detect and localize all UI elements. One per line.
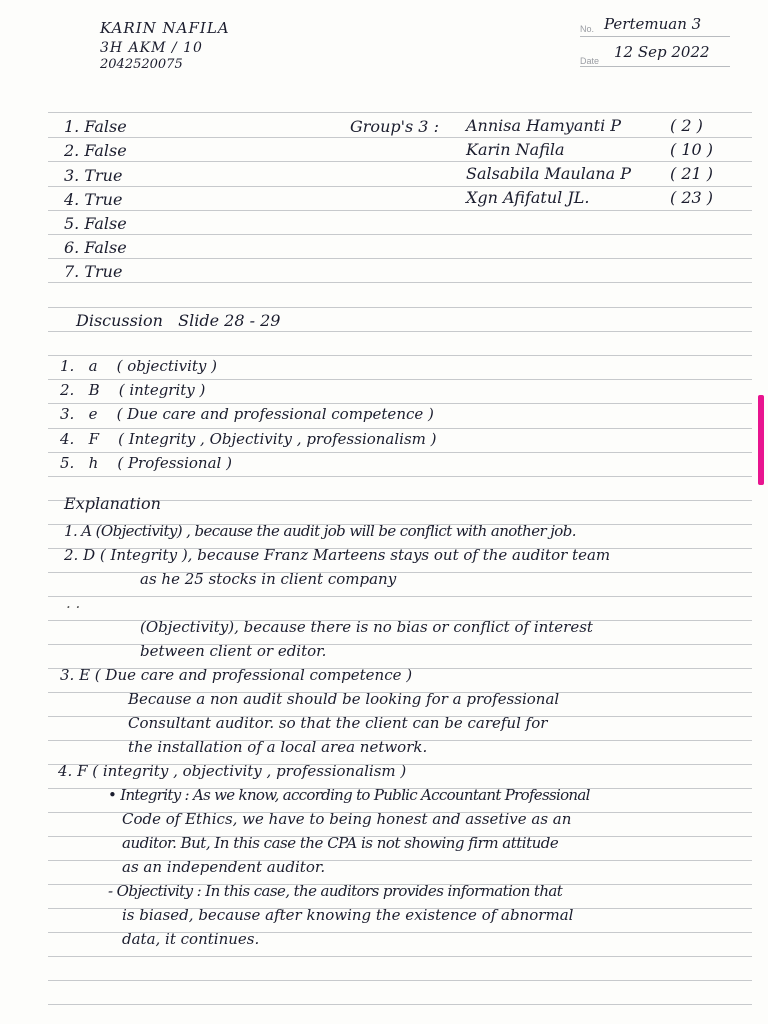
explanation-line: as an independent auditor. bbox=[122, 858, 326, 876]
explanation-line: the installation of a local area network. bbox=[128, 738, 428, 756]
answer-item: 1. False bbox=[64, 117, 127, 136]
margin-marker bbox=[758, 395, 764, 485]
student-id: 2042520075 bbox=[100, 57, 183, 72]
no-value: Pertemuan 3 bbox=[604, 15, 702, 33]
explanation-line: . . bbox=[66, 594, 81, 612]
member-number: ( 23 ) bbox=[670, 188, 714, 207]
explanation-title: Explanation bbox=[64, 494, 161, 513]
explanation-line: data, it continues. bbox=[122, 930, 260, 948]
answer-item: 5. False bbox=[64, 214, 127, 233]
answer-item: 2. False bbox=[64, 141, 127, 160]
member-name: Karin Nafila bbox=[466, 140, 565, 159]
member-name: Xgn Afifatul JL. bbox=[466, 188, 590, 207]
explanation-line: Code of Ethics, we have to being honest and assetive as an bbox=[122, 810, 572, 828]
explanation-line: 2. D ( Integrity ), because Franz Marteens stays out of the auditor team bbox=[64, 546, 611, 564]
answer-item: 4. True bbox=[64, 190, 123, 209]
explanation-line: • Integrity : As we know, according to Public Accountant Professional bbox=[108, 786, 590, 804]
member-name: Salsabila Maulana P bbox=[466, 164, 632, 183]
discussion-item: 2. B ( integrity ) bbox=[60, 381, 206, 399]
date-label: Date bbox=[580, 56, 600, 66]
member-name: Annisa Hamyanti P bbox=[466, 116, 622, 135]
member-number: ( 2 ) bbox=[670, 116, 703, 135]
member-number: ( 21 ) bbox=[670, 164, 714, 183]
discussion-title: Discussion Slide 28 - 29 bbox=[76, 311, 281, 330]
member-number: ( 10 ) bbox=[670, 140, 714, 159]
explanation-line: auditor. But, In this case the CPA is not showing firm attitude bbox=[122, 834, 559, 852]
group-label: Group's 3 : bbox=[350, 117, 439, 136]
explanation-line: between client or editor. bbox=[140, 642, 327, 660]
explanation-line: 1. A (Objectivity) , because the audit job will be conflict with another job. bbox=[64, 522, 576, 540]
explanation-line: 3. E ( Due care and professional competence ) bbox=[60, 666, 413, 684]
no-label: No. bbox=[580, 24, 595, 34]
discussion-item: 5. h ( Professional ) bbox=[60, 454, 232, 472]
date-value: 12 Sep 2022 bbox=[614, 43, 710, 61]
answer-item: 7. True bbox=[64, 262, 123, 281]
discussion-item: 1. a ( objectivity ) bbox=[60, 357, 218, 375]
explanation-line: Because a non audit should be looking for a professional bbox=[128, 690, 560, 708]
no-underline bbox=[580, 36, 730, 37]
student-name: KARIN NAFILA bbox=[100, 19, 230, 37]
discussion-item: 4. F ( Integrity , Objectivity , professionalism ) bbox=[60, 430, 437, 448]
explanation-line: Consultant auditor. so that the client can be careful for bbox=[128, 714, 548, 732]
explanation-line: 4. F ( integrity , objectivity , professionalism ) bbox=[58, 762, 407, 780]
explanation-line: (Objectivity), because there is no bias or conflict of interest bbox=[140, 618, 593, 636]
explanation-line: - Objectivity : In this case, the auditors provides information that bbox=[108, 882, 563, 900]
date-underline bbox=[580, 66, 730, 67]
explanation-line: is biased, because after knowing the existence of abnormal bbox=[122, 906, 574, 924]
answer-item: 3. True bbox=[64, 166, 123, 185]
discussion-item: 3. e ( Due care and professional competence ) bbox=[60, 405, 434, 423]
explanation-line: as he 25 stocks in client company bbox=[140, 570, 397, 588]
student-class: 3H AKM / 10 bbox=[100, 40, 203, 56]
answer-item: 6. False bbox=[64, 238, 127, 257]
